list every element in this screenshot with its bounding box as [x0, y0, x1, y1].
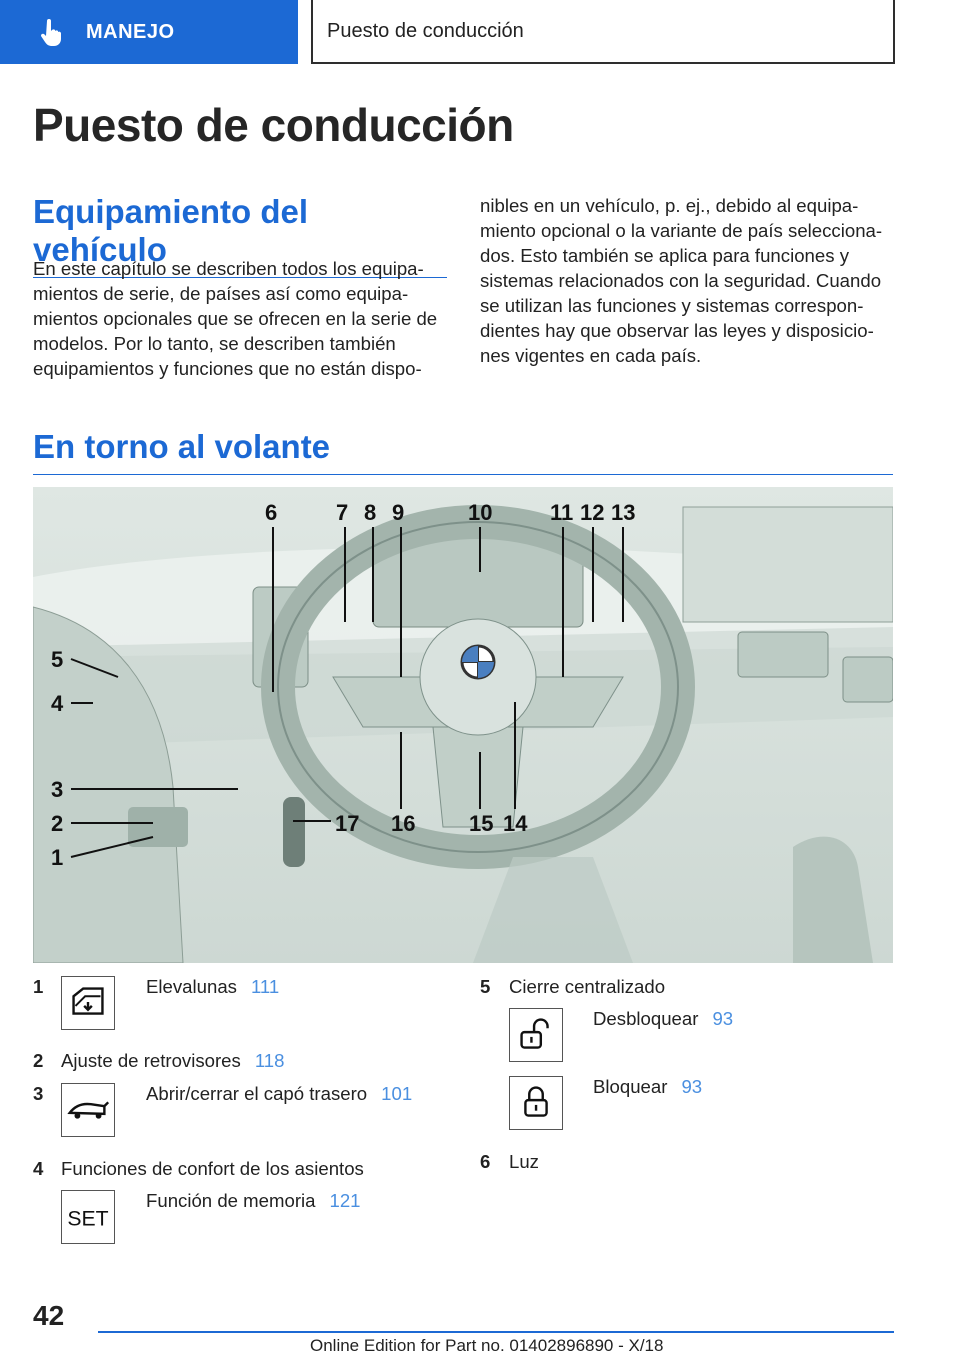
item-number: 5 — [480, 976, 491, 997]
page-breadcrumb-label: Puesto de conducción — [327, 19, 524, 42]
item-label-unlock — [593, 1008, 733, 1030]
text-line: dientes hay que observar las leyes y disposicio- — [480, 320, 874, 341]
item-label-light: Luz — [509, 1151, 539, 1172]
callout-16: 16 — [391, 811, 416, 836]
equipment-heading: Equipamiento del vehículo — [33, 193, 447, 278]
item-number: 2 — [33, 1050, 44, 1071]
callout-17: 17 — [335, 811, 360, 836]
hand-pointer-icon — [38, 17, 68, 47]
item-label-central-lock: Cierre centralizado — [509, 976, 666, 997]
callout-15: 15 — [469, 811, 494, 836]
page-ref-link[interactable]: 93 — [712, 1008, 734, 1029]
text-line: mientos de serie, de países así como equipa- — [33, 283, 409, 304]
text-line: miento opcional o la variante de país selecciona- — [480, 220, 883, 241]
item-label-trunk — [146, 1083, 412, 1105]
item-text: Bloquear — [593, 1076, 668, 1097]
item-text: Ajuste de retrovisores — [61, 1050, 241, 1071]
item-number: 3 — [33, 1083, 44, 1104]
text-line: se utilizan las funciones y sistemas correspon- — [480, 295, 864, 316]
page-title: Puesto de conducción — [33, 99, 514, 151]
equipment-text-right — [480, 193, 900, 368]
section-label: MANEJO — [86, 20, 175, 43]
text-line: nes vigentes en cada país. — [480, 345, 702, 366]
text-line: sistemas relacionados con la seguridad. Cuando — [480, 270, 882, 291]
unlock-icon — [509, 1008, 563, 1062]
callout-5: 5 — [51, 647, 64, 672]
item-label-lock — [593, 1076, 702, 1098]
section-tab[interactable] — [0, 0, 298, 64]
lock-icon — [509, 1076, 563, 1130]
callout-14: 14 — [503, 811, 528, 836]
text-line: nibles en un vehículo, p. ej., debido al equipa- — [480, 195, 859, 216]
callout-9: 9 — [392, 500, 405, 525]
text-line: equipamientos y funciones que no están dispo- — [33, 358, 422, 379]
text-line: modelos. Por lo tanto, se describen también — [33, 333, 396, 354]
callout-6: 6 — [265, 500, 278, 525]
cockpit-illustration — [33, 487, 893, 963]
window-lifter-icon — [61, 976, 115, 1030]
item-text: Desbloquear — [593, 1008, 699, 1029]
text-line: En este capítulo se describen todos los equipa- — [33, 258, 424, 279]
page-ref-link[interactable]: 111 — [250, 976, 280, 997]
callout-11: 11 — [550, 500, 574, 525]
item-number: 4 — [33, 1158, 44, 1179]
item-label-seat: Funciones de confort de los asientos — [61, 1158, 364, 1179]
item-number: 1 — [33, 976, 44, 997]
page-breadcrumb — [311, 0, 895, 64]
trunk-lid-icon — [61, 1083, 115, 1137]
item-label-window — [146, 976, 279, 998]
item-text: Elevalunas — [146, 976, 237, 997]
item-label-memory — [146, 1190, 361, 1212]
callout-4: 4 — [51, 691, 64, 716]
steering-heading: En torno al volante — [33, 428, 893, 475]
text-line: dos. Esto también se aplica para funciones y — [480, 245, 849, 266]
callout-1: 1 — [51, 845, 64, 870]
item-text: Función de memoria — [146, 1190, 316, 1211]
page-ref-link[interactable]: 93 — [681, 1076, 703, 1097]
callout-8: 8 — [364, 500, 377, 525]
page-ref-link[interactable]: 101 — [381, 1083, 413, 1104]
item-text: Abrir/cerrar el capó trasero — [146, 1083, 368, 1104]
item-number: 6 — [480, 1151, 491, 1172]
page-ref-link[interactable]: 118 — [254, 1050, 285, 1071]
page-ref-link[interactable]: 121 — [329, 1190, 361, 1211]
page-number: 42 — [33, 1300, 65, 1331]
callout-3: 3 — [51, 777, 64, 802]
callout-13: 13 — [611, 500, 636, 525]
svg-text:SET: SET — [67, 1207, 109, 1231]
callout-7: 7 — [336, 500, 349, 525]
footer-divider — [98, 1331, 894, 1333]
equipment-text-left — [33, 256, 451, 381]
callout-10: 10 — [468, 500, 493, 525]
callout-12: 12 — [580, 500, 605, 525]
set-memory-icon — [61, 1190, 115, 1244]
callout-2: 2 — [51, 811, 64, 836]
item-label-mirror — [61, 1050, 284, 1072]
text-line: mientos opcionales que se ofrecen en la serie de — [33, 308, 438, 329]
edition-note: Online Edition for Part no. 01402896890 - X/18 — [310, 1336, 664, 1355]
